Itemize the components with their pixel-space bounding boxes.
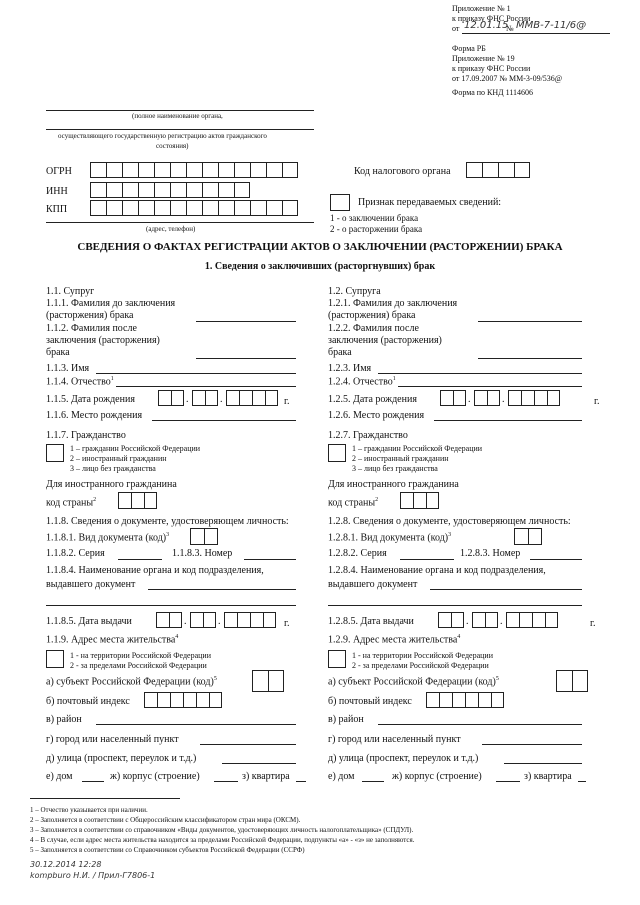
husband-dob-year[interactable] [226,390,278,406]
husband-doctype-label: 1.1.8.1. Вид документа (код)$^3$ [46,532,170,544]
husband-doc-label: 1.1.8. Сведения о документе, удостоверяющем личность: [46,516,289,527]
address-caption: (адрес, телефон) [146,225,196,233]
document-title: СВЕДЕНИЯ О ФАКТАХ РЕГИСТРАЦИИ АКТОВ О ЗАКЛЮЧЕНИИ (РАСТОРЖЕНИИ) БРАКА [77,241,563,253]
husband-issuer-field[interactable] [148,589,296,590]
husband-dob-month[interactable] [192,390,218,406]
appendix-1-no-sign: № [506,24,514,33]
husband-surname-before-label: 1.1.1. Фамилия до заключения [46,298,176,309]
wife-issuer-label: 1.2.8.4. Наименование органа и код подразделения, [328,565,546,576]
wife-doctype-label: 1.2.8.1. Вид документа (код)$^3$ [328,532,452,544]
husband-house-label: е) дом [46,771,73,782]
wife-issuer-field[interactable] [430,589,582,590]
wife-surname-after-label-3: брака [328,347,352,358]
husband-issued-day[interactable] [156,612,182,628]
address-option-1: 1 - на территории Российской Федерации [70,651,211,660]
wife-city-field[interactable] [482,744,582,745]
citizenship-option-1: 1 – гражданин Российской Федерации [352,444,483,453]
appendix-19-date: от 17.09.2007 № ММ-3-09/536@ [452,74,563,83]
husband-issued-year-suffix: г. [284,618,290,629]
wife-issued-month[interactable] [472,612,498,628]
husband-building-field[interactable] [214,781,238,782]
wife-house-label: е) дом [328,771,355,782]
wife-region-code[interactable] [556,670,588,692]
wife-surname-after-field[interactable] [478,358,582,359]
wife-street-label: д) улица (проспект, переулок и т.д.) [328,753,479,764]
citizenship-option-2: 2 – иностранный гражданин [70,454,167,463]
husband-number-field[interactable] [244,559,296,560]
husband-postcode[interactable] [144,692,222,708]
sign-option-2: 2 - о расторжении брака [330,224,423,234]
husband-city-field[interactable] [200,744,296,745]
wife-number-field[interactable] [530,559,582,560]
husband-country-code[interactable] [118,492,157,509]
wife-building-label: ж) корпус (строение) [392,771,482,782]
husband-district-field[interactable] [96,724,296,725]
wife-pob-field[interactable] [434,420,582,421]
wife-region-label: а) субъект Российской Федерации (код)$^5$ [328,676,499,688]
husband-surname-after-field[interactable] [196,358,296,359]
inn-field[interactable] [90,182,250,198]
husband-series-field[interactable] [118,559,162,560]
wife-country-label: код страны$^2$ [328,497,379,509]
org-name-caption: (полное наименование органа, [132,112,223,120]
handwritten-number: ММВ-7-11/6@ [516,20,587,31]
husband-pob-field[interactable] [152,420,296,421]
husband-issuer-label-2: выдавшего документ [46,579,136,590]
footnote-5: 5 – Заполняется в соответствии со Справочником субъектов Российской Федерации (ССРФ) [30,846,305,854]
org-registry-caption: осуществляющего государственную регистрацию актов гражданского [58,132,267,140]
husband-doctype-code[interactable] [190,528,218,545]
husband-country-label: код страны$^2$ [46,497,97,509]
husband-issued-label: 1.1.8.5. Дата выдачи [46,616,132,627]
wife-house-field[interactable] [362,781,384,782]
appendix-1: Приложение № 1 [452,4,511,13]
wife-district-label: в) район [328,714,364,725]
husband-city-label: г) город или населенный пункт [46,734,179,745]
husband-issuer-label: 1.1.8.4. Наименование органа и код подразделения, [46,565,264,576]
husband-region-label: а) субъект Российской Федерации (код)$^5$ [46,676,217,688]
husband-postcode-label: б) почтовый индекс [46,696,130,707]
husband-dob-year-suffix: г. [284,396,290,407]
wife-patronymic-label: 1.2.4. Отчество$^1$ [328,376,396,388]
wife-dob-day[interactable] [440,390,466,406]
wife-doctype-code[interactable] [514,528,542,545]
ogrn-field[interactable] [90,162,298,178]
tax-code-field[interactable] [466,162,530,178]
wife-issued-day[interactable] [438,612,464,628]
inn-label: ИНН [46,186,68,197]
citizenship-option-3: 3 – лицо без гражданства [352,464,438,473]
husband-header: 1.1. Супруг [46,286,95,297]
wife-flat-label: з) квартира [524,771,572,782]
husband-street-field[interactable] [222,763,296,764]
appendix-1-ot: от [452,24,460,33]
husband-flat-label: з) квартира [242,771,290,782]
kpp-field[interactable] [90,200,298,216]
husband-citizenship-box[interactable] [46,444,64,462]
husband-dob-day[interactable] [158,390,184,406]
sign-label: Признак передаваемых сведений: [358,197,502,208]
address-option-2: 2 - за пределами Российской Федерации [352,661,489,670]
wife-doc-label: 1.2.8. Сведения о документе, удостоверяющем личность: [328,516,571,527]
ogrn-label: ОГРН [46,166,72,177]
address-option-2: 2 - за пределами Российской Федерации [70,661,207,670]
address-option-1: 1 - на территории Российской Федерации [352,651,493,660]
husband-surname-before-field[interactable] [196,321,296,322]
wife-pob-label: 1.2.6. Место рождения [328,410,425,421]
husband-name-field[interactable] [96,373,296,374]
husband-address-box[interactable] [46,650,64,668]
sign-code-box[interactable] [330,194,350,211]
wife-patronymic-field[interactable] [398,386,582,387]
wife-issued-year[interactable] [506,612,558,628]
wife-surname-before-label: 1.2.1. Фамилия до заключения [328,298,458,309]
husband-street-label: д) улица (проспект, переулок и т.д.) [46,753,197,764]
husband-name-label: 1.1.3. Имя [46,363,90,374]
handwritten-date: 12.01.15 [464,20,509,31]
husband-patronymic-label: 1.1.4. Отчество$^1$ [46,376,114,388]
wife-issuer-label-2: выдавшего документ [328,579,418,590]
husband-series-label: 1.1.8.2. Серия [46,548,105,559]
citizenship-option-1: 1 – гражданин Российской Федерации [70,444,201,453]
appendix-1-order: к приказу ФНС России [452,14,531,23]
footnote-1: 1 – Отчество указывается при наличии. [30,806,148,814]
knd-form: Форма по КНД 1114606 [452,88,534,97]
wife-postcode-label: б) почтовый индекс [328,696,412,707]
wife-surname-after-label: 1.2.2. Фамилия после [328,323,419,334]
wife-district-field[interactable] [378,724,582,725]
husband-dob-label: 1.1.5. Дата рождения [46,394,135,405]
husband-pob-label: 1.1.6. Место рождения [46,410,143,421]
citizenship-option-3: 3 – лицо без гражданства [70,464,156,473]
husband-issued-month[interactable] [190,612,216,628]
wife-building-field[interactable] [496,781,520,782]
husband-house-field[interactable] [82,781,104,782]
tax-code-label: Код налогового органа [354,166,451,177]
wife-header: 1.2. Супруга [328,286,381,297]
husband-address-label: 1.1.9. Адрес места жительства$^4$ [46,634,179,646]
wife-number-label: 1.2.8.3. Номер [460,548,521,559]
citizenship-option-2: 2 – иностранный гражданин [352,454,449,463]
wife-street-field[interactable] [504,763,582,764]
print-timestamp: 30.12.2014 12:28 [30,860,102,869]
footnote-4: 4 – В случае, если адрес места жительства находится за пределами Российской Федерации, подпункты «а» - «з» не заполняются. [30,836,415,844]
husband-surname-after-label: 1.1.2. Фамилия после [46,323,137,334]
wife-series-field[interactable] [400,559,454,560]
appendix-19-order: к приказу ФНС России [452,64,531,73]
husband-foreign-label: Для иностранного гражданина [46,479,177,490]
wife-postcode[interactable] [426,692,504,708]
wife-surname-before-label-2: (расторжения) брака [328,310,416,321]
husband-flat-field[interactable] [296,781,306,782]
sign-option-1: 1 - о заключении брака [330,213,419,223]
wife-name-field[interactable] [378,373,582,374]
org-state-caption: состояния) [156,142,189,150]
wife-surname-before-field[interactable] [478,321,582,322]
wife-country-code[interactable] [400,492,439,509]
wife-dob-year[interactable] [508,390,560,406]
wife-dob-month[interactable] [474,390,500,406]
husband-number-label: 1.1.8.3. Номер [172,548,233,559]
kpp-label: КПП [46,204,68,215]
wife-dob-year-suffix: г. [594,396,600,407]
wife-issued-year-suffix: г. [590,618,596,629]
husband-surname-after-label-2: заключения (расторжения) [46,335,160,346]
husband-issued-year[interactable] [224,612,276,628]
husband-surname-after-label-3: брака [46,347,70,358]
wife-flat-field[interactable] [578,781,586,782]
file-stamp: kompburo Н.И. / Прил-Г7806-1 [30,871,156,880]
wife-address-label: 1.2.9. Адрес места жительства$^4$ [328,634,461,646]
footnote-2: 2 – Заполняется в соответствии с Общероссийским классификатором стран мира (ОКСМ). [30,816,301,824]
wife-address-box[interactable] [328,650,346,668]
wife-citizenship-label: 1.2.7. Гражданство [328,430,408,441]
wife-foreign-label: Для иностранного гражданина [328,479,459,490]
wife-citizenship-box[interactable] [328,444,346,462]
form-code: Форма РБ [452,44,486,53]
husband-building-label: ж) корпус (строение) [110,771,200,782]
footnote-3: 3 – Заполняется в соответствии со справочником «Виды документов, удостоверяющих личность налогоплательщика» (СПДУЛ). [30,826,414,834]
husband-patronymic-field[interactable] [116,386,296,387]
husband-district-label: в) район [46,714,82,725]
wife-issued-label: 1.2.8.5. Дата выдачи [328,616,414,627]
appendix-19: Приложение № 19 [452,54,515,63]
husband-region-code[interactable] [252,670,284,692]
section-title: 1. Сведения о заключивших (расторгнувших) брак [204,261,436,272]
wife-dob-label: 1.2.5. Дата рождения [328,394,417,405]
husband-surname-before-label-2: (расторжения) брака [46,310,134,321]
wife-surname-after-label-2: заключения (расторжения) [328,335,442,346]
husband-citizenship-label: 1.1.7. Гражданство [46,430,126,441]
wife-name-label: 1.2.3. Имя [328,363,372,374]
wife-series-label: 1.2.8.2. Серия [328,548,387,559]
wife-city-label: г) город или населенный пункт [328,734,461,745]
